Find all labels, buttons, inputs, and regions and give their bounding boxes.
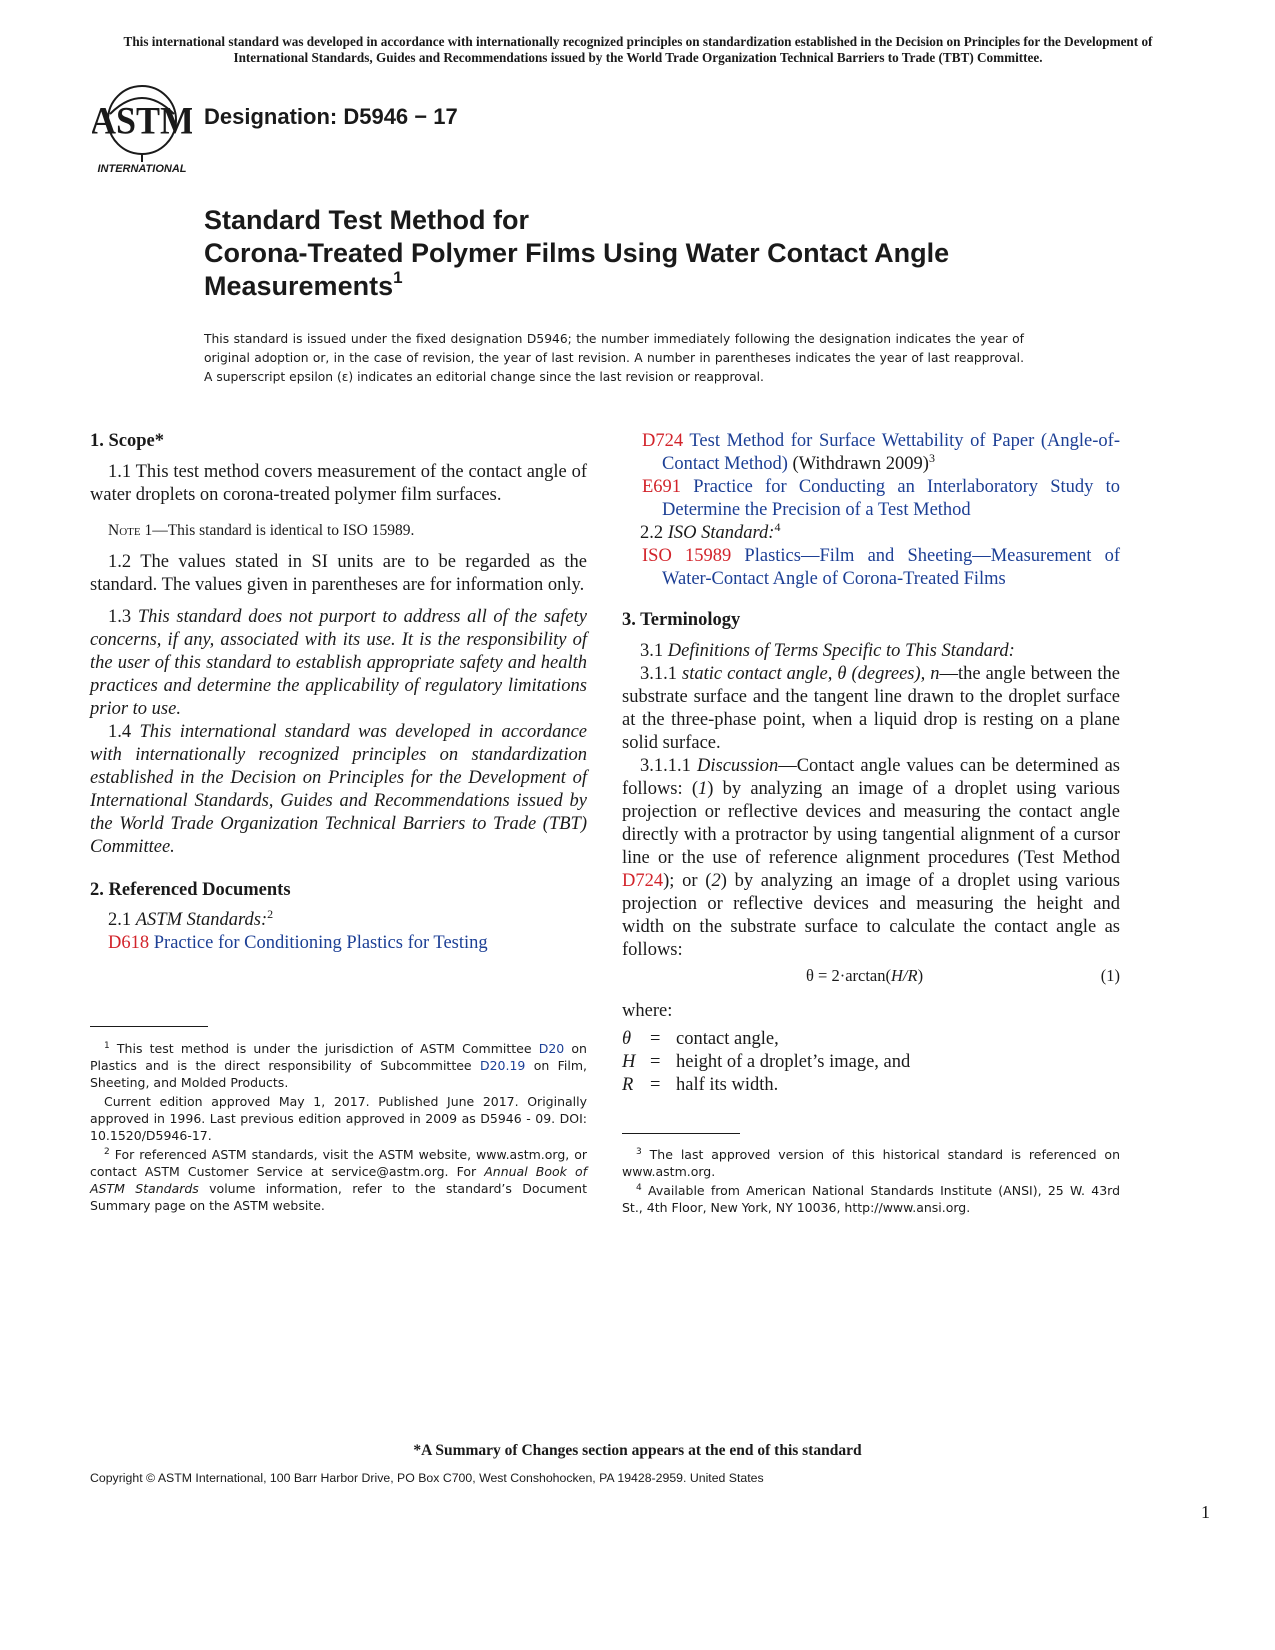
ref-d618-title[interactable]: Practice for Conditioning Plastics for Testing: [149, 933, 488, 953]
ref-d724: [642, 430, 1120, 476]
ref-d724-title[interactable]: Test Method for Surface Wettability of Paper (Angle-of-Contact Method): [662, 431, 1120, 474]
var-definition: half its width.: [676, 1075, 779, 1095]
para-1-4-num: 1.4: [108, 722, 140, 742]
ref-e691: [642, 476, 1120, 522]
footnote-4: [622, 1182, 1120, 1216]
para-1-4-text: This international standard was developed in accordance with internationally recognized principles on standardization established in the Decision on Principles for the Development of International Standards, Guides and Recommendations issued by the World Trade Organization Technical Barriers to Trade (TBT) Committee.: [90, 722, 587, 857]
ref-d618-link[interactable]: D618: [108, 933, 150, 953]
fn2-text-b: volume information, refer to the standard’s Document Summary page on the ASTM website.: [90, 1181, 587, 1213]
footnotes-left: [90, 1040, 587, 1214]
discussion-text-c: ); or (: [663, 871, 712, 891]
footnote-rule-left: [90, 1026, 208, 1027]
title-line-3-text: Measurements: [204, 271, 394, 301]
footnotes-right: [622, 1146, 1120, 1216]
wto-notice: This international standard was developed in accordance with internationally recognized principles on standardization established in the Decision on Principles for the Development of International Standards, Guides and Recommendations issued by the World Trade Organization Technical Barriers to Trade (TBT) Committee.: [123, 34, 1153, 65]
astm-logo-icon: [92, 84, 192, 176]
ref-e691-title[interactable]: Practice for Conducting an Interlaboratory Study to Determine the Precision of a Test Method: [662, 477, 1120, 520]
para-3-1-1-1-num: 3.1.1.1: [640, 756, 697, 776]
fn1-link-d20[interactable]: D20: [538, 1041, 565, 1056]
footnote-2: [90, 1146, 587, 1214]
var-row: [622, 1051, 1120, 1074]
discussion-text-d: ) by analyzing an image of a droplet using various projection or reflective devices and measuring the height and width on the substrate surface to calculate the contact angle as follows:: [622, 871, 1121, 960]
para-1-1: 1.1 This test method covers measurement of the contact angle of water droplets on corona-treated polymer film surfaces.: [90, 462, 587, 505]
ref-iso-link[interactable]: ISO 15989: [642, 546, 732, 566]
logo-letters: ASTM: [92, 98, 192, 143]
note-text: 1—This standard is identical to ISO 15989.: [140, 522, 415, 539]
ref-d724-link[interactable]: D724: [642, 431, 684, 451]
para-2-1-num: 2.1: [108, 910, 136, 930]
astm-logo: [92, 84, 192, 176]
var-row: [622, 1028, 1120, 1051]
equation-number: (1): [1100, 966, 1120, 985]
equation-part-a: θ = 2·arctan(: [806, 966, 891, 985]
para-2-2: [622, 519, 1120, 545]
fn-mark-2: 2: [267, 906, 274, 921]
var-definition: contact angle,: [676, 1029, 779, 1049]
discussion-link-d724[interactable]: D724: [622, 871, 664, 891]
para-3-1-label: Definitions of Terms Specific to This Standard:: [667, 641, 1015, 661]
section-3-heading: 3. Terminology: [622, 610, 741, 630]
fn2-mark: 2: [104, 1146, 110, 1157]
note-label: Note: [108, 522, 141, 539]
section-2-heading: 2. Referenced Documents: [90, 880, 291, 900]
var-equals: =: [650, 1029, 661, 1049]
preamble: This standard is issued under the fixed designation D5946; the number immediately following the designation indicates the year of original adoption or, in the case of revision, the year of last revision. A number in parentheses indicates the year of last reapproval. A superscript epsilon (ε) indicates an editorial change since the last revision or reapproval.: [204, 332, 1024, 384]
copyright: Copyright © ASTM International, 100 Barr Harbor Drive, PO Box C700, West Conshohocken, PA 19428-2959. United States: [90, 1471, 764, 1485]
footnote-rule-right: [622, 1133, 740, 1134]
fn3-mark: 3: [636, 1146, 642, 1157]
para-3-1-1-1: [622, 755, 1120, 962]
para-3-1-1-text: —the angle between the substrate surface and the tangent line drawn to the droplet surface at the three-phase point, when a liquid drop is resting on a plane solid surface.: [622, 664, 1121, 753]
ref-e691-link[interactable]: E691: [642, 477, 682, 497]
para-3-1-1-num: 3.1.1: [640, 664, 683, 684]
fn1-text-b: on Plastics and is the direct responsibility of Subcommittee: [90, 1041, 587, 1073]
document-title: [204, 204, 1104, 303]
fn4-mark: 4: [636, 1182, 642, 1193]
fn-mark-3: 3: [928, 450, 935, 465]
note-1: [90, 519, 587, 542]
fn-mark-4: 4: [774, 519, 781, 534]
para-3-1-1: [622, 663, 1120, 755]
var-definition: height of a droplet’s image, and: [676, 1052, 911, 1072]
var-row: [622, 1074, 1120, 1097]
ref-d724-note: (Withdrawn 2009): [787, 454, 929, 474]
title-line-1: Standard Test Method for: [204, 205, 530, 235]
discussion-text-a: —Contact angle values can be determined as follows: (: [622, 756, 1121, 799]
discussion-item-2: 2: [711, 871, 721, 891]
para-2-1: [90, 906, 587, 932]
astm-standards-label: ASTM Standards:: [135, 910, 268, 930]
para-1-3-num: 1.3: [108, 607, 138, 627]
term-static-contact-angle: static contact angle, θ (degrees), n: [682, 664, 940, 684]
fn2-text-a: For referenced ASTM standards, visit the ASTM website, www.astm.org, or contact ASTM Customer Service at service@astm.org. For: [90, 1147, 587, 1179]
footnote-1: [90, 1040, 587, 1091]
iso-standard-label: ISO Standard:: [667, 523, 775, 543]
title-line-2: Corona-Treated Polymer Films Using Water Contact Angle: [204, 238, 950, 268]
discussion-text-b: ) by analyzing an image of a droplet using various projection or reflective devices and measuring the contact angle directly with a protractor by using tangential alignment of a cursor line or the use of reference alignment procedures (Test Method: [622, 779, 1120, 868]
discussion-label: Discussion: [697, 756, 779, 776]
title-line-3: [204, 270, 1104, 303]
title-footnote-mark: 1: [393, 268, 403, 287]
equation-part-b: ): [917, 966, 924, 985]
var-equals: =: [650, 1075, 661, 1095]
footnote-1-edition: Current edition approved May 1, 2017. Published June 2017. Originally approved in 1996. Last previous edition approved in 2009 as D5946 - 09. DOI: 10.1520/D5946-17.: [90, 1094, 587, 1143]
page-number: 1: [1201, 1502, 1210, 1522]
fn2-italic: Annual Book of ASTM Standards: [90, 1164, 588, 1196]
ref-d618: [90, 932, 587, 955]
logo-subtext: INTERNATIONAL: [97, 163, 187, 175]
designation: Designation: D5946 − 17: [204, 104, 458, 129]
left-column: [90, 430, 587, 955]
para-1-3: [90, 606, 587, 721]
fn1-text-a: This test method is under the jurisdiction of ASTM Committee: [109, 1041, 539, 1056]
var-symbol: H: [622, 1052, 636, 1072]
var-symbol: θ: [622, 1029, 632, 1049]
where-label: where:: [622, 1001, 673, 1021]
fn1-link-d2019[interactable]: D20.19: [479, 1058, 526, 1073]
ref-iso15989: [642, 545, 1120, 591]
footnote-3: [622, 1146, 1120, 1180]
summary-of-changes-note: *A Summary of Changes section appears at the end of this standard: [413, 1442, 862, 1459]
para-1-4: [90, 721, 587, 859]
ref-iso-title[interactable]: Plastics—Film and Sheeting—Measurement of Water-Contact Angle of Corona-Treated Films: [662, 546, 1120, 589]
para-1-3-text: This standard does not purport to address all of the safety concerns, if any, associated with its use. It is the responsibility of the user of this standard to establish appropriate safety and health practices and determine the applicability of regulatory limitations prior to use.: [90, 607, 587, 719]
para-3-1-num: 3.1: [640, 641, 668, 661]
para-2-2-num: 2.2: [640, 523, 668, 543]
equation-body: [806, 966, 923, 986]
discussion-item-1: 1: [698, 779, 708, 799]
equation-var: H/R: [891, 966, 918, 985]
para-3-1: [622, 640, 1120, 663]
var-symbol: R: [622, 1075, 634, 1095]
fn1-text-c: on Film, Sheeting, and Molded Products.: [90, 1058, 587, 1090]
variable-definitions: [622, 1028, 1120, 1097]
fn1-mark: 1: [104, 1040, 110, 1051]
fn4-text: Available from American National Standards Institute (ANSI), 25 W. 43rd St., 4th Floor, New York, NY 10036, http://www.ansi.org.: [622, 1183, 1120, 1215]
var-equals: =: [650, 1052, 661, 1072]
where-block: [622, 1000, 1120, 1097]
right-column: [622, 430, 1120, 962]
section-1-heading: 1. Scope*: [90, 431, 164, 451]
para-1-2: 1.2 The values stated in SI units are to be regarded as the standard. The values given in parentheses are for information only.: [90, 552, 587, 595]
fn3-text: The last approved version of this historical standard is referenced on www.astm.org.: [622, 1147, 1120, 1179]
